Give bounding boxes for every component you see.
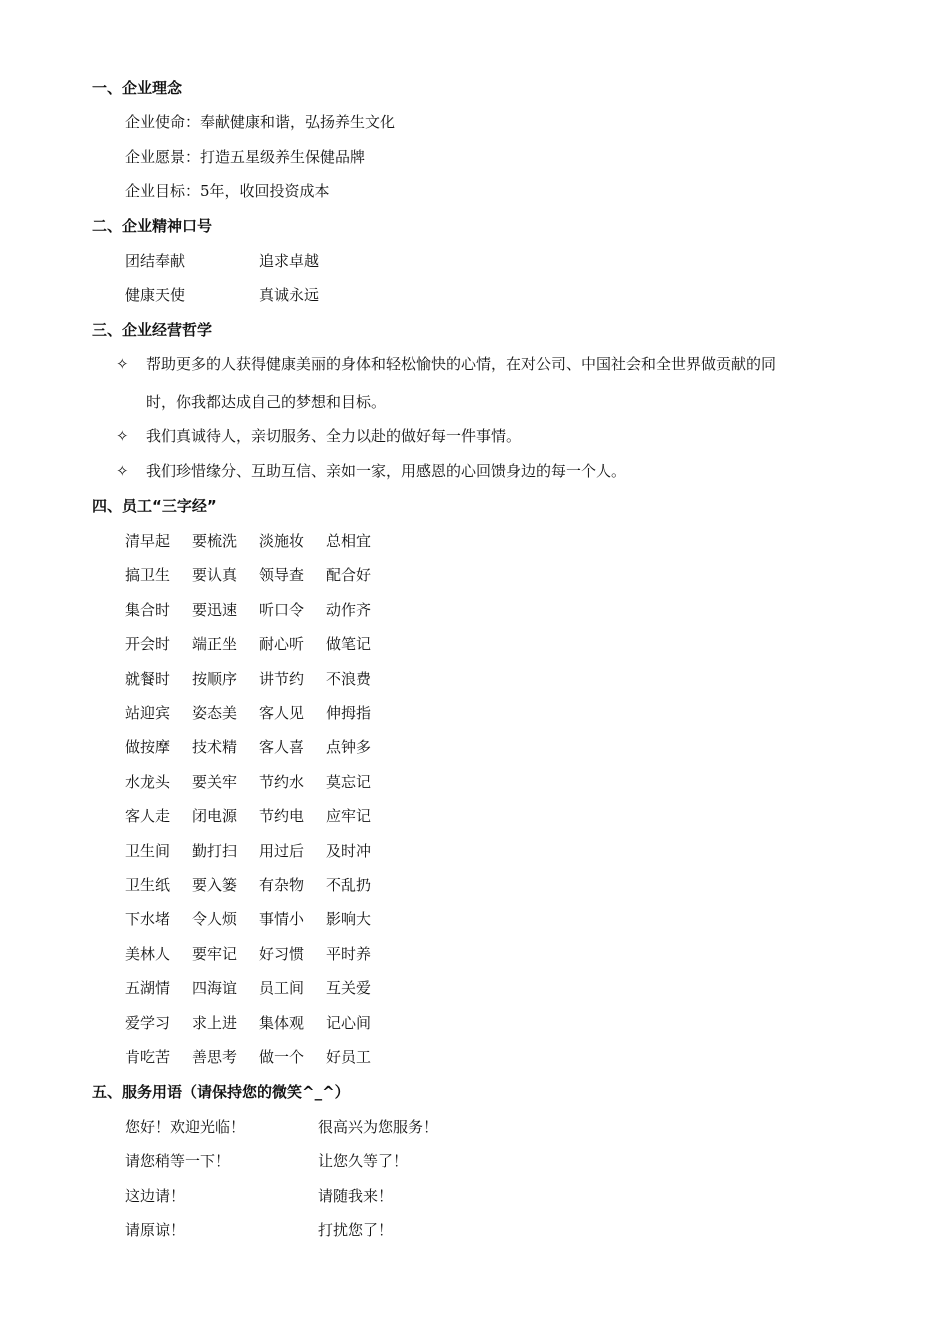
classic-phrase: 端正坐 <box>192 635 238 654</box>
classic-phrase: 客人喜 <box>259 738 305 757</box>
classic-phrase: 按顺序 <box>192 669 238 688</box>
diamond-sparkle-icon: ✧ <box>116 462 129 480</box>
classic-phrase: 听口令 <box>259 600 305 619</box>
classic-phrase: 点钟多 <box>326 738 372 757</box>
classic-phrase: 清早起 <box>125 532 171 550</box>
slogan-cell: 追求卓越 <box>259 252 320 270</box>
classic-phrase: 卫生间 <box>125 841 171 860</box>
philosophy-item-1-line-1: 帮助更多的人获得健康美丽的身体和轻松愉快的心情，在对公司、中国社会和全世界做贡献的同 <box>146 355 777 373</box>
classic-phrase: 及时冲 <box>326 841 372 860</box>
section-heading-service-phrases: 五、服务用语（请保持您的微笑^_^） <box>92 1083 350 1101</box>
classic-phrase: 互关爱 <box>326 979 372 998</box>
philosophy-item-2: 我们真诚待人，亲切服务、全力以赴的做好每一件事情。 <box>146 427 522 445</box>
classic-phrase: 平时养 <box>326 944 372 963</box>
classic-phrase: 记心间 <box>326 1013 372 1032</box>
classic-phrase: 勤打扫 <box>192 841 238 860</box>
philosophy-item-1-line-2: 时，你我都达成自己的梦想和目标。 <box>146 393 387 411</box>
classic-phrase: 美林人 <box>125 944 171 963</box>
classic-phrase: 姿态美 <box>192 704 238 722</box>
service-phrase: 您好！欢迎光临！ <box>125 1118 246 1136</box>
classic-phrase: 事情小 <box>259 910 305 929</box>
classic-phrase: 影响大 <box>326 910 372 929</box>
classic-phrase: 要梳洗 <box>192 532 238 550</box>
classic-phrase: 要牢记 <box>192 944 238 963</box>
section-heading-slogan: 二、企业精神口号 <box>92 217 213 235</box>
mission-line: 企业使命：奉献健康和谐，弘扬养生文化 <box>125 113 396 131</box>
classic-phrase: 动作齐 <box>326 600 372 619</box>
classic-phrase: 要入篓 <box>192 876 238 894</box>
service-phrase: 请您稍等一下！ <box>125 1152 231 1171</box>
service-phrase: 打扰您了！ <box>318 1220 394 1239</box>
classic-phrase: 员工间 <box>259 979 305 998</box>
classic-phrase: 水龙头 <box>125 772 171 791</box>
slogan-cell: 健康天使 <box>125 286 186 304</box>
diamond-sparkle-icon: ✧ <box>116 355 129 373</box>
classic-phrase: 领导查 <box>259 566 305 585</box>
classic-phrase: 淡施妆 <box>259 532 305 550</box>
classic-phrase: 求上进 <box>192 1013 238 1032</box>
classic-phrase: 好员工 <box>326 1048 372 1066</box>
goal-line: 企业目标：5年，收回投资成本 <box>125 182 330 200</box>
classic-phrase: 下水堵 <box>125 910 171 929</box>
section-heading-business-philosophy: 三、企业经营哲学 <box>92 321 213 339</box>
vision-line: 企业愿景：打造五星级养生保健品牌 <box>125 148 366 166</box>
classic-phrase: 做一个 <box>259 1048 305 1066</box>
classic-phrase: 要认真 <box>192 566 238 585</box>
classic-phrase: 伸拇指 <box>326 704 372 722</box>
classic-phrase: 善思考 <box>192 1048 238 1066</box>
classic-phrase: 站迎宾 <box>125 704 171 722</box>
classic-phrase: 配合好 <box>326 566 372 585</box>
classic-phrase: 肯吃苦 <box>125 1048 171 1066</box>
service-phrase: 请原谅！ <box>125 1220 186 1239</box>
service-phrase: 让您久等了！ <box>318 1152 409 1171</box>
classic-phrase: 卫生纸 <box>125 876 171 894</box>
classic-phrase: 总相宜 <box>326 532 372 550</box>
classic-phrase: 做按摩 <box>125 738 171 757</box>
classic-phrase: 好习惯 <box>259 944 305 963</box>
section-heading-three-char-classic: 四、员工“三字经” <box>92 497 217 515</box>
classic-phrase: 不乱扔 <box>326 876 372 894</box>
classic-phrase: 闭电源 <box>192 807 238 826</box>
classic-phrase: 集合时 <box>125 600 171 619</box>
classic-phrase: 集体观 <box>259 1013 305 1032</box>
classic-phrase: 有杂物 <box>259 876 305 894</box>
slogan-cell: 真诚永远 <box>259 286 320 304</box>
classic-phrase: 技术精 <box>192 738 238 757</box>
classic-phrase: 不浪费 <box>326 669 372 688</box>
classic-phrase: 令人烦 <box>192 910 238 929</box>
classic-phrase: 应牢记 <box>326 807 372 826</box>
classic-phrase: 要关牢 <box>192 772 238 791</box>
diamond-sparkle-icon: ✧ <box>116 427 129 445</box>
section-heading-philosophy: 一、企业理念 <box>92 79 183 97</box>
classic-phrase: 要迅速 <box>192 600 238 619</box>
classic-phrase: 开会时 <box>125 635 171 654</box>
philosophy-item-3: 我们珍惜缘分、互助互信、亲如一家，用感恩的心回馈身边的每一个人。 <box>146 462 627 480</box>
classic-phrase: 用过后 <box>259 841 305 860</box>
classic-phrase: 客人走 <box>125 807 171 826</box>
classic-phrase: 就餐时 <box>125 669 171 688</box>
classic-phrase: 四海谊 <box>192 979 238 998</box>
classic-phrase: 搞卫生 <box>125 566 171 585</box>
classic-phrase: 做笔记 <box>326 635 372 654</box>
classic-phrase: 客人见 <box>259 704 305 722</box>
classic-phrase: 节约水 <box>259 772 305 791</box>
classic-phrase: 爱学习 <box>125 1013 171 1032</box>
classic-phrase: 五湖情 <box>125 979 171 998</box>
slogan-cell: 团结奉献 <box>125 252 186 270</box>
classic-phrase: 莫忘记 <box>326 772 372 791</box>
classic-phrase: 节约电 <box>259 807 305 826</box>
service-phrase: 很高兴为您服务！ <box>318 1118 439 1136</box>
service-phrase: 这边请！ <box>125 1186 186 1205</box>
classic-phrase: 讲节约 <box>259 669 305 688</box>
classic-phrase: 耐心听 <box>259 635 305 654</box>
service-phrase: 请随我来！ <box>318 1186 394 1205</box>
